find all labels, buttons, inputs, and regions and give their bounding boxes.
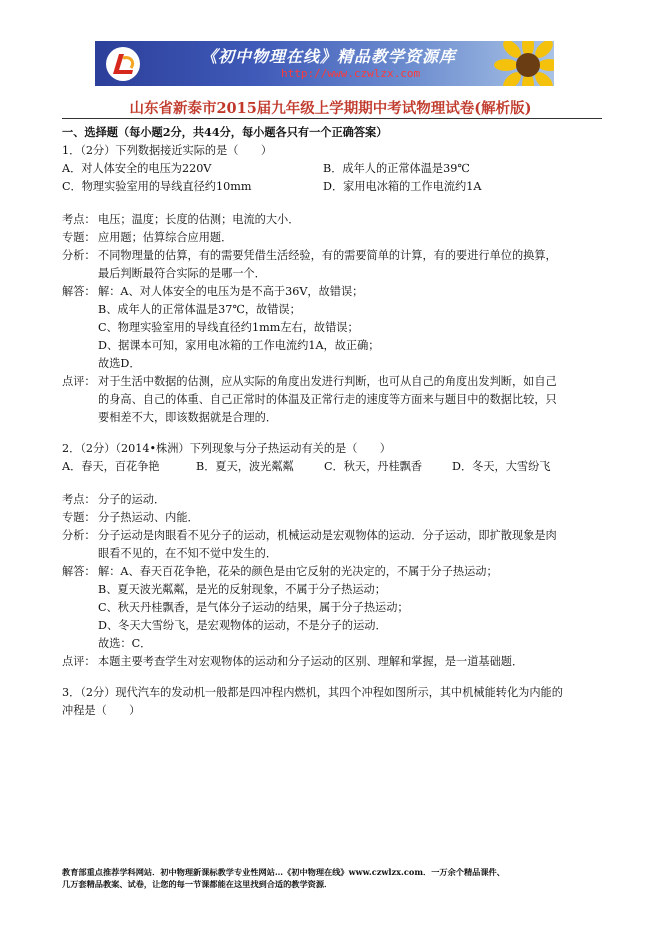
q1-dianping-line3: 要相差不大，即该数据就是合理的． xyxy=(98,411,278,424)
q2-fenxi-line2: 眼看不见的，在不知不觉中发生的． xyxy=(98,547,278,560)
q2-kaodian: 分子的运动． xyxy=(98,493,166,506)
q2-zhuanti-label: 专题： xyxy=(62,511,96,524)
q1-zhuanti: 应用题；估算综合应用题． xyxy=(98,231,233,244)
q1-jieda-line2: B、成年人的正常体温是37℃，故错误； xyxy=(98,303,301,316)
q1-dianping-label: 点评： xyxy=(62,375,96,388)
q1-option-d: D．家用电冰箱的工作电流约1A xyxy=(323,180,482,193)
q2-jieda-label: 解答： xyxy=(62,565,96,578)
q2-dianping-label: 点评： xyxy=(62,655,96,668)
q2-option-c: C．秋天，丹桂飘香 xyxy=(324,460,423,473)
q2-dianping-line1: 本题主要考查学生对宏观物体的运动和分子运动的区别、理解和掌握，是一道基础题． xyxy=(98,655,524,668)
q1-jieda-line4: D、据课本可知，家用电冰箱的工作电流约1A，故正确； xyxy=(98,339,380,352)
q2-jieda-line4: D、冬天大雪纷飞，是宏观物体的运动，不是分子的运动． xyxy=(98,619,387,632)
q1-jieda-label: 解答： xyxy=(62,285,96,298)
q2-fenxi-line1: 分子运动是肉眼看不见分子的运动，机械运动是宏观物体的运动．分子运动，即扩散现象是肉 xyxy=(98,529,557,542)
q2-option-d: D．冬天，大雪纷飞 xyxy=(452,460,551,473)
sunflower-icon xyxy=(494,41,554,86)
q1-stem: 1．（2分）下列数据接近实际的是（ ） xyxy=(62,144,273,157)
header-banner xyxy=(95,41,554,86)
q3-stem-line2: 冲程是（ ） xyxy=(62,704,141,717)
logo-icon xyxy=(105,46,141,82)
q2-option-a: A．春天，百花争艳 xyxy=(62,460,160,473)
q3-stem-line1: 3．（2分）现代汽车的发动机一般都是四冲程内燃机，其四个冲程如图所示，其中机械能转化为内能的 xyxy=(62,686,563,699)
q2-kaodian-label: 考点： xyxy=(62,493,96,506)
q1-kaodian: 电压；温度；长度的估测；电流的大小． xyxy=(98,213,300,226)
q1-option-b: B．成年人的正常体温是39℃ xyxy=(323,162,470,175)
page-footer xyxy=(62,866,505,890)
q1-fenxi-label: 分析： xyxy=(62,249,96,262)
q2-jieda-line3: C、秋天丹桂飘香，是气体分子运动的结果，属于分子热运动； xyxy=(98,601,409,614)
q2-fenxi-label: 分析： xyxy=(62,529,96,542)
footer-line1: 教育部重点推荐学科网站．初中物理新课标教学专业性网站…《初中物理在线》www.czwlzx.com．一万余个精品课件、 xyxy=(62,867,505,877)
q1-option-c: C．物理实验室用的导线直径约10mm xyxy=(62,180,252,193)
title-divider xyxy=(62,118,602,119)
q1-zhuanti-label: 专题： xyxy=(62,231,96,244)
q2-jieda-line5: 故选：C． xyxy=(98,637,152,650)
q2-jieda-line1: 解：A、春天百花争艳，花朵的颜色是由它反射的光决定的，不属于分子热运动； xyxy=(98,565,498,578)
q1-fenxi-line1: 不同物理量的估算，有的需要凭借生活经验，有的需要简单的计算，有的要进行单位的换算， xyxy=(98,249,557,262)
q1-jieda-line3: C、物理实验室用的导线直径约1mm左右，故错误； xyxy=(98,321,359,334)
q1-kaodian-label: 考点： xyxy=(62,213,96,226)
document-title: 山东省新泰市2015届九年级上学期期中考试物理试卷(解析版) xyxy=(129,100,532,117)
q1-dianping-line2: 的身高、自己的体重、自己正常时的体温及正常行走的速度等方面来与题目中的数据比较，只 xyxy=(98,393,557,406)
q1-fenxi-line2: 最后判断最符合实际的是哪一个． xyxy=(98,267,266,280)
section-heading: 一、选择题（每小题2分，共44分，每小题各只有一个正确答案） xyxy=(62,125,388,139)
banner-slogan: 《初中物理在线》精品教学资源库 xyxy=(201,47,457,66)
q1-jieda-line5: 故选D． xyxy=(98,357,141,370)
q2-stem: 2．（2分）（2014•株洲）下列现象与分子热运动有关的是（ ） xyxy=(62,442,391,455)
q2-option-b: B．夏天，波光粼粼 xyxy=(196,460,294,473)
q2-jieda-line2: B、夏天波光粼粼，是光的反射现象，不属于分子热运动； xyxy=(98,583,386,596)
footer-line2: 几万套精品教案、试卷，让您的每一节课都能在这里找到合适的教学资源． xyxy=(62,879,333,889)
q1-option-a: A．对人体安全的电压为220V xyxy=(62,162,212,175)
q1-dianping-line1: 对于生活中数据的估测，应从实际的角度出发进行判断，也可从自己的角度出发判断，如自己 xyxy=(98,375,557,388)
banner-url[interactable]: http://www.czwlzx.com xyxy=(281,67,421,80)
q1-jieda-line1: 解：A、对人体安全的电压为是不高于36V，故错误； xyxy=(98,285,364,298)
q2-zhuanti: 分子热运动、内能． xyxy=(98,511,199,524)
